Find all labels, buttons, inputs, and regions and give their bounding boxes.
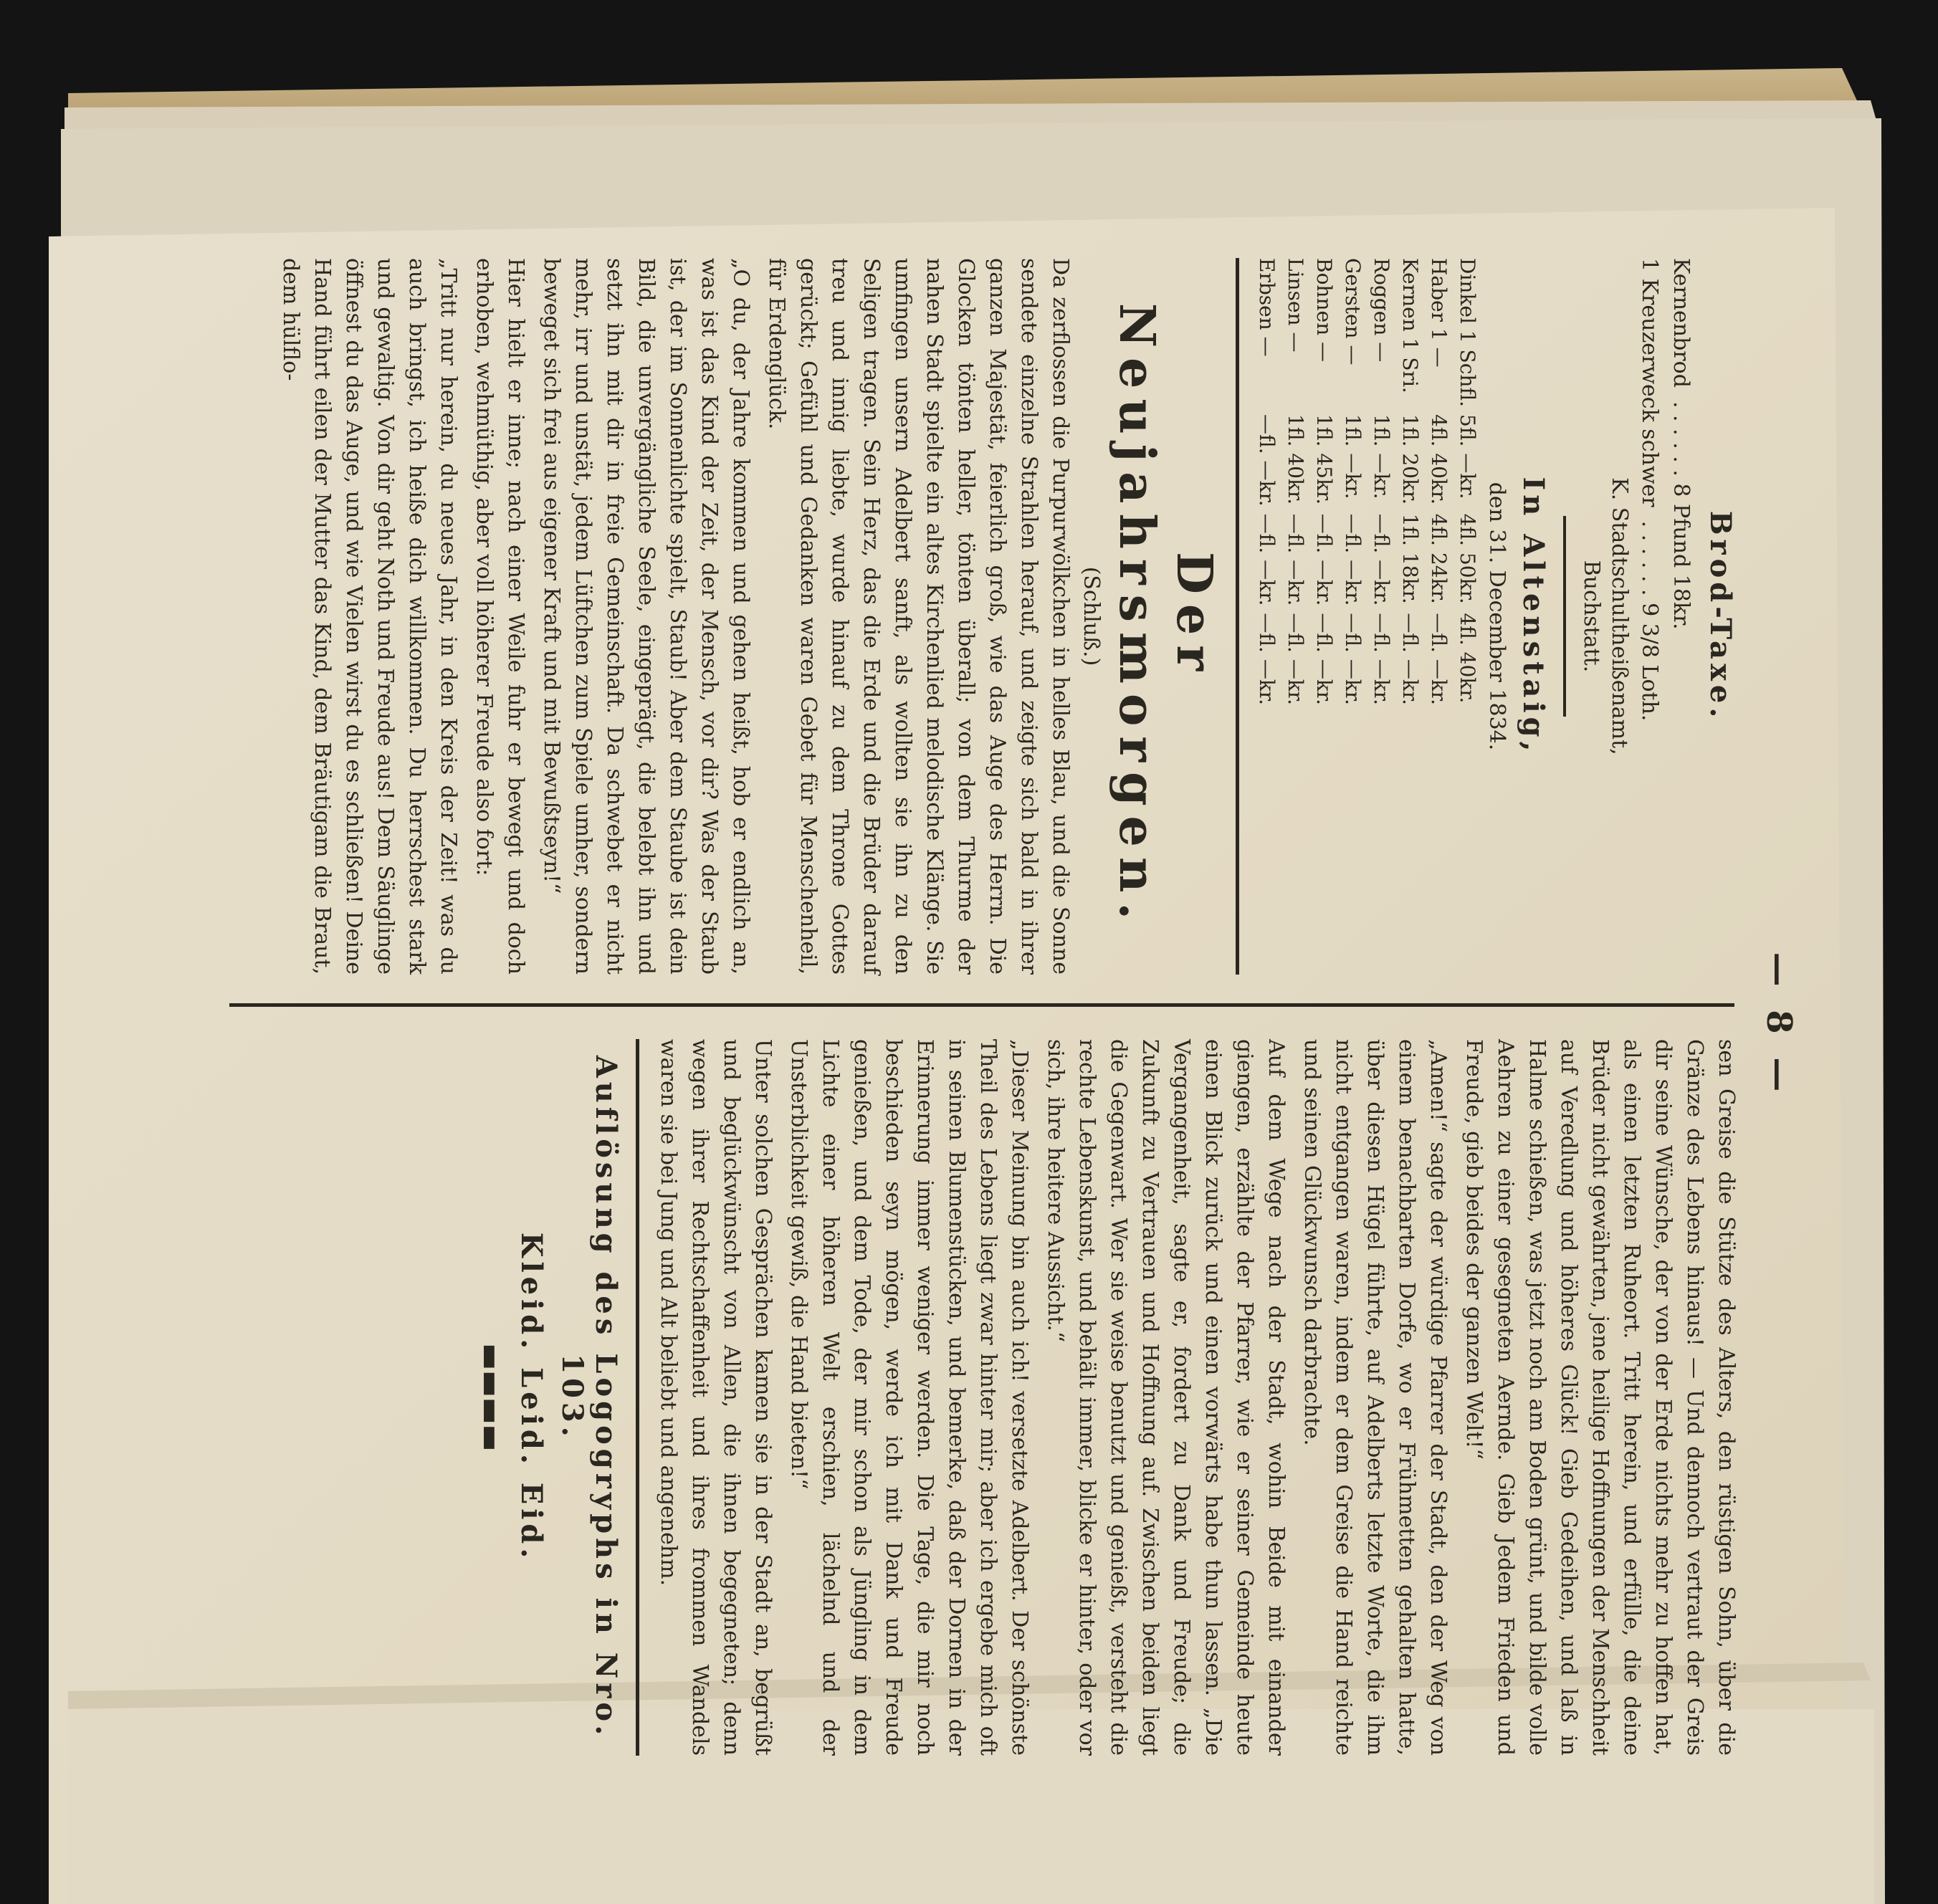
table-cell: —fl. —kr.: [1398, 613, 1422, 705]
table-cell: 1fl. 20kr.: [1398, 414, 1422, 505]
table-cell: Bohnen —: [1312, 258, 1336, 363]
table-row: [1281, 258, 1309, 712]
market-date: den 31. December 1834.: [1484, 482, 1509, 751]
table-cell: 4fl. 24kr.: [1427, 513, 1451, 604]
table-cell: Roggen —: [1370, 258, 1393, 363]
table-cell: —fl. —kr.: [1284, 513, 1307, 606]
table-cell: 1fl. 18kr.: [1398, 513, 1422, 604]
authority-line: Buchstatt.: [1579, 560, 1604, 673]
table-cell: —fl. —kr.: [1255, 414, 1279, 507]
grain-price-table: [1252, 258, 1481, 712]
table-cell: —fl. —kr.: [1255, 613, 1279, 705]
story-title: Der Neujahrsmorgen.: [1108, 302, 1223, 930]
right-column: [474, 1039, 1742, 1756]
table-cell: —fl. —kr.: [1255, 513, 1279, 606]
story-paragraph: „Amen!“ sagte der würdige Pfarrer der Stadt, den der Weg von einem benachbarten Dorfe, wo er Frühmetten gehalten hatte, über diesen Hügel führte, auf Adelberts letzte Worte, die ihm nicht entgangen waren, indem er dem Greise die Hand reichte und seinen Glückwunsch darbrachte.: [1299, 1039, 1451, 1756]
table-cell: 1fl. —kr.: [1341, 414, 1365, 499]
table-row: [1424, 258, 1453, 712]
ornament-divider: ▬▬▬▬: [474, 1343, 507, 1452]
table-cell: Linsen —: [1284, 258, 1307, 353]
table-cell: —fl. —kr.: [1427, 613, 1451, 705]
table-row: [1338, 258, 1367, 712]
table-row: [1252, 258, 1281, 712]
story-paragraph: „Tritt nur herein, du neues Jahr, in den Kreis der Zeit! was du auch bringst, ich heiße dich willkommen. Du herrschest stark und gewaltig. Von dir geht Noth und Freude aus! Dem Säuglinge öffnest du das Auge, und wie Vielen wirst du es schließen! Deine Hand führt eilen der Mutter das Kind, dem Bräutigam die Braut, dem hülflo-: [278, 258, 461, 975]
table-cell: 1fl. 40kr.: [1284, 414, 1307, 505]
table-cell: Gersten —: [1341, 258, 1365, 365]
table-cell: —fl. —kr.: [1312, 613, 1336, 705]
market-heading: In Altenstaig,: [1517, 477, 1550, 756]
section-rule: [636, 1039, 639, 1756]
bread-line: 1 Kreuzerweck schwer . . . . . . 9 3/8 Loth.: [1637, 258, 1662, 722]
table-cell: Haber 1 —: [1427, 258, 1451, 368]
bread-line: Kernenbrod . . . . . . 8 Pfund 18kr.: [1669, 258, 1694, 630]
table-cell: 1fl. —kr.: [1370, 414, 1393, 499]
table-cell: 4fl. 40kr.: [1427, 414, 1451, 505]
table-cell: —fl. —kr.: [1284, 613, 1307, 705]
story-paragraph: sen Greise die Stütze des Alters, den rüstigen Sohn, über die Gränze des Lebens hinaus! — Und dennoch vertraut der Greis dir seine Wünsche, der von der Erde nichts mehr zu hoffen hat, als einen letzten Ruheort. Tritt herein, und erfülle, die deine Brüder nicht gewährten, jene heilige Hoffnungen der Menschheit auf Veredlung und höheres Glück! Gieb Gedeihen, und laß in Halme schießen, was jetzt noch am Boden grünt, und bilde volle Aehren zu einer gesegneten Aernde. Gieb Jedem Frieden und Freude, gieb beides der ganzen Welt!“: [1461, 1039, 1739, 1756]
riddle-solution-heading: Auflösung des Logogryphs in Nro. 103.: [555, 1055, 623, 1740]
table-row: [1453, 258, 1481, 712]
authority-line: K. Stadtschultheißenamt,: [1607, 477, 1632, 755]
table-cell: Kernen 1 Sri.: [1398, 258, 1422, 393]
story-paragraph: „O du, der Jahre kommen und gehen heißt, hob er endlich an, was ist das Kind der Zeit, der Mensch, vor dir? Was der Staub ist, der im Sonnenlichte spielt, Staub! Aber dem Staube ist dein Bild, die unvergängliche Seele, eingeprägt, die belebt ihn und setzt ihn mit dir in freie Gemeinschaft. Da schwebet er nicht mehr, irr und unstät, jedem Lüftchen zum Spiele umher, sondern beweget sich frei aus eigener Kraft und mit Bewußtseyn!“: [539, 258, 753, 975]
table-cell: —fl. —kr.: [1341, 513, 1365, 606]
riddle-solution-answer: Kleid. Leid. Eid.: [515, 1232, 548, 1563]
table-cell: 4fl. 40kr.: [1456, 613, 1479, 704]
story-paragraph: Da zerflossen die Purpurwölkchen in helles Blau, und die Sonne sendete einzelne Strahlen herauf, und zeigte sich bald in ihrer ganzen Majestät, feierlich groß, wie das Auge des Herrn. Die Glocken tönten heller, tönten überall; von dem Thurme der nahen Stadt spielte ein altes Kirchenlied melodische Klänge. Sie umfingen unsern Adelbert sanft, als wollten sie ihn zu den Seligen tragen. Sein Herz, das die Erde und die Brüder darauf treu und innig liebte, wurde hinauf zu dem Throne Gottes gerückt; Gefühl und Gedanken waren Gebet für Menschenheil, für Erdenglück.: [764, 258, 1073, 975]
table-row: [1395, 258, 1424, 712]
table-cell: 4fl. 50kr.: [1456, 513, 1479, 604]
section-rule: [1563, 516, 1566, 717]
story-paragraph: Unter solchen Gesprächen kamen sie in der Stadt an, begrüßt und beglückwünscht von Allen, die ihnen begegneten; denn wegen ihrer Rechtschaffenheit und ihres frommen Wandels waren sie bei Jung und Alt beliebt und angenehm.: [656, 1039, 775, 1756]
section-rule: [1236, 258, 1239, 975]
left-column: [275, 258, 1742, 975]
story-subtitle: (Schluß.): [1079, 566, 1104, 666]
table-cell: —fl. —kr.: [1370, 513, 1393, 606]
story-paragraph: Hier hielt er inne; nach einer Weile fuhr er bewegt und doch erhoben, wehmüthig, aber voll höherer Freude also fort:: [472, 258, 528, 975]
story-paragraph: „Dieser Meinung bin auch ich! versetzte Adelbert. Der schönste Theil des Lebens liegt zwar hinter mir; aber ich ergebe mich oft in seinen Blumenstücken, und bemerke, daß der Dornen in der Erinnerung immer weniger werden. Die Tage, die mir noch beschieden seyn mögen, werde ich mit Dank und Freude genießen, und dem Tode, der mir schon als Jüngling in dem Lichte einer höheren Welt erschien, lächelnd und der Unsterblichkeit gewiß, die Hand bieten!“: [786, 1039, 1032, 1756]
table-cell: —fl. —kr.: [1312, 513, 1336, 606]
table-row: [1309, 258, 1338, 712]
printed-page: [186, 236, 1820, 1813]
table-cell: Dinkel 1 Schfl.: [1456, 258, 1479, 408]
table-cell: —fl. —kr.: [1341, 613, 1365, 705]
table-cell: —fl. —kr.: [1370, 613, 1393, 705]
table-cell: Erbsen —: [1255, 258, 1279, 357]
story-paragraph: Auf dem Wege nach der Stadt, wohin Beide mit einander giengen, erzählte der Pfarrer, wie er seiner Gemeinde heute einen Blick zurück und einen vorwärts habe thun lassen. „Die Vergangenheit, sagte er, fordert zu Dank und Freude; die Zukunft zu Vertrauen und Hoffnung auf. Zwischen beiden liegt die Gegenwart. Wer sie weise benutzt und genießt, versteht die rechte Lebenskunst, und behält immer, blicke er hinter, oder vor sich, ihre heitere Aussicht.“: [1043, 1039, 1289, 1756]
bread-tax-heading: Brod-Taxe.: [1704, 510, 1737, 722]
table-cell: 5fl. —kr.: [1456, 414, 1479, 499]
page-number: — 8 —: [1759, 952, 1799, 1098]
table-row: [1367, 258, 1395, 712]
table-cell: 1fl. 45kr.: [1312, 414, 1336, 505]
column-divider: [229, 1003, 1734, 1007]
